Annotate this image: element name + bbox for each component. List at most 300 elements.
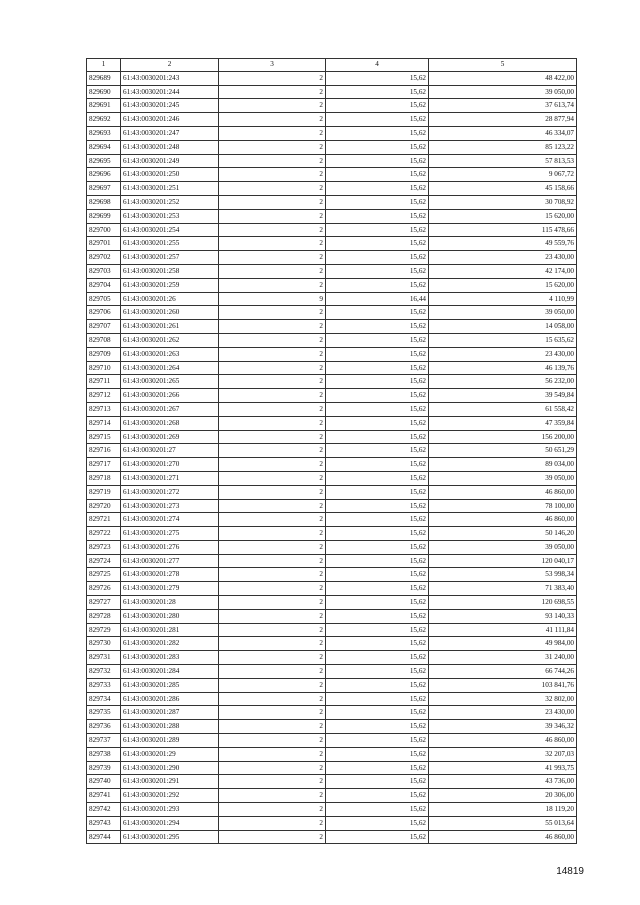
table-cell-col-1: 829738 xyxy=(87,747,121,761)
table-cell-col-4: 15,62 xyxy=(326,237,429,251)
table-cell-col-3: 2 xyxy=(219,830,326,844)
table-cell-col-3: 2 xyxy=(219,320,326,334)
table-cell-col-1: 829701 xyxy=(87,237,121,251)
table-cell-col-3: 2 xyxy=(219,485,326,499)
table-cell-col-2: 61:43:0030201:253 xyxy=(121,209,219,223)
data-table xyxy=(86,58,577,844)
table-cell-col-1: 829720 xyxy=(87,499,121,513)
table-cell-col-5: 53 998,34 xyxy=(429,568,577,582)
table-row xyxy=(87,389,577,403)
table-row xyxy=(87,99,577,113)
table-cell-col-1: 829744 xyxy=(87,830,121,844)
table-row xyxy=(87,306,577,320)
table-cell-col-3: 2 xyxy=(219,126,326,140)
table-cell-col-2: 61:43:0030201:28 xyxy=(121,596,219,610)
table-row xyxy=(87,720,577,734)
table-cell-col-2: 61:43:0030201:289 xyxy=(121,734,219,748)
table-cell-col-2: 61:43:0030201:276 xyxy=(121,540,219,554)
table-cell-col-3: 2 xyxy=(219,154,326,168)
table-cell-col-5: 49 984,00 xyxy=(429,637,577,651)
table-cell-col-3: 2 xyxy=(219,209,326,223)
table-cell-col-4: 15,62 xyxy=(326,458,429,472)
table-cell-col-4: 15,62 xyxy=(326,513,429,527)
table-cell-col-5: 39 050,00 xyxy=(429,540,577,554)
table-cell-col-3: 2 xyxy=(219,113,326,127)
table-cell-col-4: 15,62 xyxy=(326,568,429,582)
table-cell-col-3: 2 xyxy=(219,678,326,692)
table-row xyxy=(87,320,577,334)
table-cell-col-5: 115 478,66 xyxy=(429,223,577,237)
table-row xyxy=(87,747,577,761)
table-cell-col-2: 61:43:0030201:260 xyxy=(121,306,219,320)
table-cell-col-2: 61:43:0030201:251 xyxy=(121,182,219,196)
table-cell-col-1: 829736 xyxy=(87,720,121,734)
table-cell-col-2: 61:43:0030201:257 xyxy=(121,251,219,265)
table-cell-col-5: 46 860,00 xyxy=(429,830,577,844)
table-cell-col-4: 15,62 xyxy=(326,444,429,458)
table-row xyxy=(87,706,577,720)
table-row xyxy=(87,416,577,430)
table-cell-col-4: 15,62 xyxy=(326,485,429,499)
table-cell-col-5: 50 146,20 xyxy=(429,527,577,541)
table-cell-col-4: 15,62 xyxy=(326,651,429,665)
table-cell-col-5: 4 110,99 xyxy=(429,292,577,306)
table-cell-col-1: 829697 xyxy=(87,182,121,196)
table-cell-col-2: 61:43:0030201:274 xyxy=(121,513,219,527)
table-cell-col-3: 2 xyxy=(219,237,326,251)
table-cell-col-1: 829698 xyxy=(87,195,121,209)
table-cell-col-3: 2 xyxy=(219,375,326,389)
table-cell-col-1: 829731 xyxy=(87,651,121,665)
table-cell-col-3: 2 xyxy=(219,554,326,568)
table-cell-col-2: 61:43:0030201:271 xyxy=(121,471,219,485)
table-cell-col-4: 15,62 xyxy=(326,430,429,444)
table-cell-col-1: 829712 xyxy=(87,389,121,403)
table-cell-col-2: 61:43:0030201:273 xyxy=(121,499,219,513)
table-cell-col-3: 2 xyxy=(219,747,326,761)
table-cell-col-2: 61:43:0030201:250 xyxy=(121,168,219,182)
table-row xyxy=(87,540,577,554)
table-row xyxy=(87,609,577,623)
table-cell-col-4: 15,62 xyxy=(326,637,429,651)
table-cell-col-4: 15,62 xyxy=(326,85,429,99)
table-cell-col-3: 2 xyxy=(219,264,326,278)
table-cell-col-4: 15,62 xyxy=(326,554,429,568)
column-header-4: 4 xyxy=(326,59,429,72)
table-cell-col-3: 2 xyxy=(219,692,326,706)
table-cell-col-4: 15,62 xyxy=(326,168,429,182)
table-cell-col-5: 15 635,62 xyxy=(429,333,577,347)
table-cell-col-5: 46 860,00 xyxy=(429,513,577,527)
table-cell-col-2: 61:43:0030201:280 xyxy=(121,609,219,623)
table-cell-col-4: 15,62 xyxy=(326,692,429,706)
column-header-2: 2 xyxy=(121,59,219,72)
table-cell-col-5: 9 067,72 xyxy=(429,168,577,182)
table-cell-col-2: 61:43:0030201:283 xyxy=(121,651,219,665)
table-cell-col-2: 61:43:0030201:247 xyxy=(121,126,219,140)
table-cell-col-2: 61:43:0030201:288 xyxy=(121,720,219,734)
table-cell-col-3: 2 xyxy=(219,665,326,679)
table-row xyxy=(87,430,577,444)
table-cell-col-3: 2 xyxy=(219,347,326,361)
table-row xyxy=(87,651,577,665)
table-row xyxy=(87,140,577,154)
table-cell-col-3: 2 xyxy=(219,499,326,513)
table-cell-col-4: 15,62 xyxy=(326,113,429,127)
table-cell-col-4: 15,62 xyxy=(326,389,429,403)
table-row xyxy=(87,113,577,127)
table-cell-col-2: 61:43:0030201:245 xyxy=(121,99,219,113)
table-cell-col-4: 15,62 xyxy=(326,251,429,265)
table-cell-col-2: 61:43:0030201:269 xyxy=(121,430,219,444)
table-cell-col-2: 61:43:0030201:275 xyxy=(121,527,219,541)
table-row xyxy=(87,237,577,251)
table-cell-col-3: 2 xyxy=(219,85,326,99)
table-row xyxy=(87,402,577,416)
table-cell-col-5: 89 034,00 xyxy=(429,458,577,472)
table-cell-col-1: 829725 xyxy=(87,568,121,582)
table-cell-col-5: 85 123,22 xyxy=(429,140,577,154)
table-cell-col-5: 120 040,17 xyxy=(429,554,577,568)
table-cell-col-4: 15,62 xyxy=(326,499,429,513)
table-cell-col-5: 32 802,00 xyxy=(429,692,577,706)
table-cell-col-5: 15 620,00 xyxy=(429,209,577,223)
document-table-container xyxy=(86,58,576,844)
table-cell-col-2: 61:43:0030201:264 xyxy=(121,361,219,375)
table-cell-col-1: 829716 xyxy=(87,444,121,458)
table-cell-col-3: 2 xyxy=(219,444,326,458)
table-cell-col-2: 61:43:0030201:263 xyxy=(121,347,219,361)
table-cell-col-3: 2 xyxy=(219,306,326,320)
table-cell-col-1: 829740 xyxy=(87,775,121,789)
table-cell-col-1: 829741 xyxy=(87,789,121,803)
table-cell-col-4: 15,62 xyxy=(326,264,429,278)
table-cell-col-4: 15,62 xyxy=(326,816,429,830)
table-row xyxy=(87,251,577,265)
table-cell-col-1: 829689 xyxy=(87,71,121,85)
table-cell-col-4: 15,62 xyxy=(326,195,429,209)
table-cell-col-5: 56 232,00 xyxy=(429,375,577,389)
table-row xyxy=(87,458,577,472)
table-cell-col-1: 829699 xyxy=(87,209,121,223)
table-cell-col-1: 829715 xyxy=(87,430,121,444)
table-cell-col-4: 15,62 xyxy=(326,278,429,292)
table-cell-col-3: 2 xyxy=(219,168,326,182)
table-row xyxy=(87,568,577,582)
table-cell-col-5: 57 813,53 xyxy=(429,154,577,168)
table-row xyxy=(87,637,577,651)
table-cell-col-3: 9 xyxy=(219,292,326,306)
table-cell-col-2: 61:43:0030201:270 xyxy=(121,458,219,472)
table-cell-col-3: 2 xyxy=(219,182,326,196)
table-cell-col-5: 28 877,94 xyxy=(429,113,577,127)
table-cell-col-5: 15 620,00 xyxy=(429,278,577,292)
table-cell-col-5: 39 050,00 xyxy=(429,471,577,485)
table-row xyxy=(87,554,577,568)
table-cell-col-5: 30 708,92 xyxy=(429,195,577,209)
table-cell-col-4: 15,62 xyxy=(326,706,429,720)
table-cell-col-2: 61:43:0030201:284 xyxy=(121,665,219,679)
table-cell-col-5: 42 174,00 xyxy=(429,264,577,278)
table-cell-col-4: 15,62 xyxy=(326,140,429,154)
table-cell-col-1: 829727 xyxy=(87,596,121,610)
table-cell-col-1: 829690 xyxy=(87,85,121,99)
table-row xyxy=(87,444,577,458)
table-cell-col-1: 829692 xyxy=(87,113,121,127)
table-cell-col-1: 829702 xyxy=(87,251,121,265)
table-row xyxy=(87,182,577,196)
table-cell-col-3: 2 xyxy=(219,223,326,237)
table-cell-col-4: 15,62 xyxy=(326,527,429,541)
table-cell-col-5: 156 200,00 xyxy=(429,430,577,444)
table-cell-col-1: 829729 xyxy=(87,623,121,637)
table-cell-col-4: 15,62 xyxy=(326,71,429,85)
table-cell-col-2: 61:43:0030201:244 xyxy=(121,85,219,99)
table-row xyxy=(87,223,577,237)
table-cell-col-5: 39 346,32 xyxy=(429,720,577,734)
table-row xyxy=(87,154,577,168)
table-row xyxy=(87,375,577,389)
table-cell-col-4: 15,62 xyxy=(326,761,429,775)
table-cell-col-5: 14 058,00 xyxy=(429,320,577,334)
table-cell-col-5: 120 698,55 xyxy=(429,596,577,610)
table-cell-col-1: 829705 xyxy=(87,292,121,306)
table-cell-col-1: 829730 xyxy=(87,637,121,651)
table-cell-col-1: 829721 xyxy=(87,513,121,527)
table-row xyxy=(87,209,577,223)
table-cell-col-2: 61:43:0030201:292 xyxy=(121,789,219,803)
table-cell-col-2: 61:43:0030201:293 xyxy=(121,803,219,817)
table-cell-col-2: 61:43:0030201:255 xyxy=(121,237,219,251)
table-row xyxy=(87,126,577,140)
table-row xyxy=(87,85,577,99)
table-cell-col-4: 15,62 xyxy=(326,223,429,237)
table-cell-col-4: 15,62 xyxy=(326,333,429,347)
table-cell-col-2: 61:43:0030201:290 xyxy=(121,761,219,775)
table-row xyxy=(87,278,577,292)
table-cell-col-4: 16,44 xyxy=(326,292,429,306)
table-cell-col-1: 829704 xyxy=(87,278,121,292)
table-cell-col-3: 2 xyxy=(219,734,326,748)
table-row xyxy=(87,692,577,706)
table-cell-col-1: 829696 xyxy=(87,168,121,182)
table-cell-col-1: 829719 xyxy=(87,485,121,499)
table-row xyxy=(87,775,577,789)
table-row xyxy=(87,596,577,610)
table-cell-col-3: 2 xyxy=(219,430,326,444)
table-row xyxy=(87,678,577,692)
table-cell-col-5: 23 430,00 xyxy=(429,706,577,720)
table-row xyxy=(87,816,577,830)
table-cell-col-2: 61:43:0030201:261 xyxy=(121,320,219,334)
table-cell-col-1: 829739 xyxy=(87,761,121,775)
table-cell-col-4: 15,62 xyxy=(326,154,429,168)
table-cell-col-2: 61:43:0030201:291 xyxy=(121,775,219,789)
table-cell-col-5: 39 549,84 xyxy=(429,389,577,403)
table-body xyxy=(87,71,577,844)
table-cell-col-3: 2 xyxy=(219,140,326,154)
table-cell-col-1: 829737 xyxy=(87,734,121,748)
table-cell-col-3: 2 xyxy=(219,71,326,85)
table-cell-col-5: 31 240,00 xyxy=(429,651,577,665)
table-cell-col-4: 15,62 xyxy=(326,182,429,196)
table-cell-col-4: 15,62 xyxy=(326,306,429,320)
table-cell-col-3: 2 xyxy=(219,789,326,803)
table-cell-col-5: 46 860,00 xyxy=(429,485,577,499)
table-row xyxy=(87,471,577,485)
table-cell-col-5: 18 119,20 xyxy=(429,803,577,817)
table-cell-col-1: 829734 xyxy=(87,692,121,706)
page-number: 14819 xyxy=(556,866,584,877)
table-cell-col-2: 61:43:0030201:286 xyxy=(121,692,219,706)
table-cell-col-2: 61:43:0030201:246 xyxy=(121,113,219,127)
table-cell-col-5: 41 993,75 xyxy=(429,761,577,775)
table-cell-col-3: 2 xyxy=(219,513,326,527)
table-cell-col-3: 2 xyxy=(219,637,326,651)
table-cell-col-2: 61:43:0030201:279 xyxy=(121,582,219,596)
table-cell-col-5: 71 383,40 xyxy=(429,582,577,596)
table-cell-col-1: 829711 xyxy=(87,375,121,389)
table-cell-col-5: 46 860,00 xyxy=(429,734,577,748)
table-cell-col-1: 829728 xyxy=(87,609,121,623)
table-cell-col-1: 829733 xyxy=(87,678,121,692)
table-cell-col-2: 61:43:0030201:262 xyxy=(121,333,219,347)
table-cell-col-1: 829723 xyxy=(87,540,121,554)
table-cell-col-3: 2 xyxy=(219,706,326,720)
table-cell-col-4: 15,62 xyxy=(326,416,429,430)
table-cell-col-2: 61:43:0030201:277 xyxy=(121,554,219,568)
table-cell-col-3: 2 xyxy=(219,278,326,292)
table-row xyxy=(87,761,577,775)
table-cell-col-1: 829709 xyxy=(87,347,121,361)
table-cell-col-4: 15,62 xyxy=(326,99,429,113)
table-cell-col-1: 829695 xyxy=(87,154,121,168)
table-cell-col-2: 61:43:0030201:295 xyxy=(121,830,219,844)
table-cell-col-3: 2 xyxy=(219,623,326,637)
table-cell-col-1: 829735 xyxy=(87,706,121,720)
table-cell-col-4: 15,62 xyxy=(326,596,429,610)
table-cell-col-5: 20 306,00 xyxy=(429,789,577,803)
table-cell-col-3: 2 xyxy=(219,527,326,541)
table-cell-col-1: 829743 xyxy=(87,816,121,830)
table-cell-col-3: 2 xyxy=(219,195,326,209)
table-row xyxy=(87,527,577,541)
table-cell-col-3: 2 xyxy=(219,761,326,775)
table-cell-col-4: 15,62 xyxy=(326,375,429,389)
table-cell-col-3: 2 xyxy=(219,402,326,416)
table-row xyxy=(87,623,577,637)
table-cell-col-5: 93 140,33 xyxy=(429,609,577,623)
table-cell-col-5: 32 207,03 xyxy=(429,747,577,761)
table-cell-col-3: 2 xyxy=(219,609,326,623)
table-cell-col-1: 829714 xyxy=(87,416,121,430)
table-cell-col-4: 15,62 xyxy=(326,320,429,334)
table-row xyxy=(87,71,577,85)
table-cell-col-2: 61:43:0030201:278 xyxy=(121,568,219,582)
table-row xyxy=(87,830,577,844)
table-cell-col-1: 829722 xyxy=(87,527,121,541)
table-cell-col-3: 2 xyxy=(219,251,326,265)
table-cell-col-3: 2 xyxy=(219,458,326,472)
table-cell-col-2: 61:43:0030201:248 xyxy=(121,140,219,154)
column-header-1: 1 xyxy=(87,59,121,72)
table-cell-col-2: 61:43:0030201:254 xyxy=(121,223,219,237)
table-cell-col-4: 15,62 xyxy=(326,830,429,844)
table-row xyxy=(87,292,577,306)
table-cell-col-3: 2 xyxy=(219,99,326,113)
table-cell-col-2: 61:43:0030201:27 xyxy=(121,444,219,458)
table-cell-col-1: 829717 xyxy=(87,458,121,472)
table-cell-col-3: 2 xyxy=(219,389,326,403)
table-cell-col-5: 61 558,42 xyxy=(429,402,577,416)
table-cell-col-3: 2 xyxy=(219,471,326,485)
table-cell-col-2: 61:43:0030201:29 xyxy=(121,747,219,761)
table-cell-col-5: 103 841,76 xyxy=(429,678,577,692)
table-row xyxy=(87,665,577,679)
table-row xyxy=(87,513,577,527)
table-cell-col-1: 829700 xyxy=(87,223,121,237)
table-cell-col-4: 15,62 xyxy=(326,789,429,803)
table-cell-col-1: 829694 xyxy=(87,140,121,154)
table-cell-col-5: 37 613,74 xyxy=(429,99,577,113)
table-cell-col-1: 829708 xyxy=(87,333,121,347)
table-row xyxy=(87,789,577,803)
table-cell-col-5: 41 111,84 xyxy=(429,623,577,637)
table-cell-col-2: 61:43:0030201:267 xyxy=(121,402,219,416)
table-cell-col-2: 61:43:0030201:285 xyxy=(121,678,219,692)
table-cell-col-2: 61:43:0030201:268 xyxy=(121,416,219,430)
table-cell-col-4: 15,62 xyxy=(326,471,429,485)
table-cell-col-5: 39 050,00 xyxy=(429,85,577,99)
table-cell-col-1: 829693 xyxy=(87,126,121,140)
table-row xyxy=(87,803,577,817)
table-row xyxy=(87,195,577,209)
table-cell-col-3: 2 xyxy=(219,568,326,582)
table-cell-col-4: 15,62 xyxy=(326,623,429,637)
column-header-5: 5 xyxy=(429,59,577,72)
table-cell-col-5: 45 158,66 xyxy=(429,182,577,196)
table-cell-col-3: 2 xyxy=(219,540,326,554)
table-cell-col-5: 55 013,64 xyxy=(429,816,577,830)
table-row xyxy=(87,734,577,748)
table-cell-col-3: 2 xyxy=(219,333,326,347)
table-cell-col-3: 2 xyxy=(219,775,326,789)
table-row xyxy=(87,361,577,375)
table-cell-col-4: 15,62 xyxy=(326,734,429,748)
table-cell-col-1: 829732 xyxy=(87,665,121,679)
table-cell-col-5: 47 359,84 xyxy=(429,416,577,430)
table-cell-col-1: 829710 xyxy=(87,361,121,375)
table-cell-col-2: 61:43:0030201:282 xyxy=(121,637,219,651)
table-row xyxy=(87,582,577,596)
table-cell-col-3: 2 xyxy=(219,582,326,596)
table-cell-col-2: 61:43:0030201:26 xyxy=(121,292,219,306)
column-header-3: 3 xyxy=(219,59,326,72)
table-cell-col-3: 2 xyxy=(219,416,326,430)
table-cell-col-3: 2 xyxy=(219,720,326,734)
table-cell-col-2: 61:43:0030201:258 xyxy=(121,264,219,278)
table-cell-col-2: 61:43:0030201:249 xyxy=(121,154,219,168)
table-cell-col-4: 15,62 xyxy=(326,775,429,789)
table-cell-col-4: 15,62 xyxy=(326,678,429,692)
table-cell-col-2: 61:43:0030201:259 xyxy=(121,278,219,292)
table-cell-col-5: 23 430,00 xyxy=(429,251,577,265)
table-row xyxy=(87,347,577,361)
table-cell-col-1: 829726 xyxy=(87,582,121,596)
table-cell-col-4: 15,62 xyxy=(326,747,429,761)
table-cell-col-5: 39 050,00 xyxy=(429,306,577,320)
table-header-row xyxy=(87,59,577,72)
